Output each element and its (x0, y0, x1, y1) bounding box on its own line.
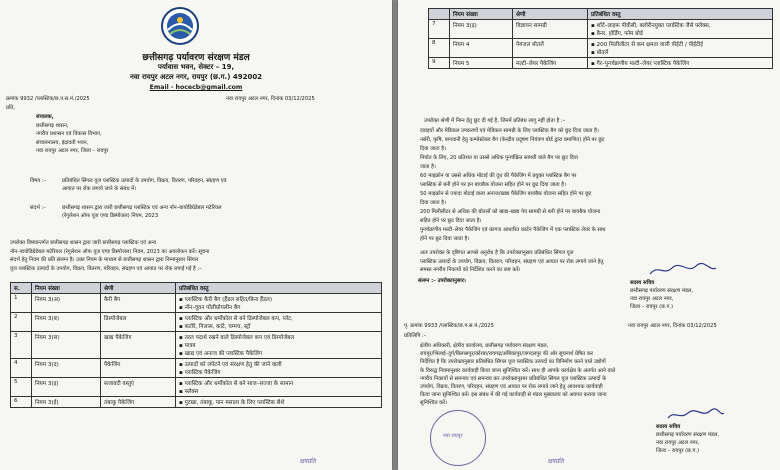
signature-icon (648, 262, 718, 278)
table-row (11, 378, 382, 397)
exemption-intro: उपरोक्त श्रेणी में निम्न हेतु छूट दी गई है, जिनमें प्रतिबंध लागू नहीं होता है :– (424, 118, 566, 124)
signer-line: जिला – रायपुर (छ.ग.) (630, 304, 674, 310)
row-number: 1 (11, 294, 32, 313)
category: पेयजल बोतलें (513, 39, 588, 58)
signer-line: सदस्य सचिव (630, 280, 655, 286)
table-row (11, 313, 382, 332)
banned-items (176, 378, 382, 397)
table-row (11, 294, 382, 313)
exemption-item: होने पर छूट दिया जाता है। (420, 236, 470, 242)
letter-number: क्रमांक 9932 /प्लास्टिक/छ.प.स.मं./2025 (6, 96, 90, 102)
row-number: 9 (429, 58, 450, 69)
banned-items (588, 39, 773, 58)
exemption-item: दिया जाता है। (420, 200, 446, 206)
rule-number: नियम 3(इ) (32, 378, 101, 397)
signer-line: जिला – रायपुर (छ.ग.) (656, 448, 700, 454)
banned-item: ▪ कटोरे, गिलास, कांटे, चम्मच, स्ट्रॉ (179, 322, 378, 330)
reference-label: संदर्भ :– (30, 205, 46, 211)
row-number: 5 (11, 378, 32, 397)
copy-letter-date: नवा रायपुर अटल नगर, दिनांक 03/12/2025 (628, 323, 717, 329)
signer-line: छत्तीसगढ़ पर्यावरण संरक्षण मंडल, (656, 432, 720, 438)
banned-item: ▪ गैर–पुनर्चक्रणीय मल्टी–लेयर प्लास्टिक पैकेजिंग (591, 59, 769, 67)
banned-item: ▪ उत्पादों को लपेटने एवं संरक्षण हेतु की जाने वाली (179, 360, 378, 368)
banned-item: ▪ बैनर, होर्डिंग, फोम बोर्ड (591, 29, 769, 37)
request-line: अतः उपरोक्त के दृष्टिगत आपसे अनुरोध है कि उपरोक्तानुसार प्रतिबंधित सिंगल यूज (420, 250, 574, 256)
banned-item: ▪ गुटखा, तंबाकू, पान मसाला के लिए प्लास्टिक सैशे (179, 398, 378, 406)
category: डिस्पोजेबल (101, 313, 176, 332)
exemption-item: प्लास्टिक से बनी होने पर इन बायबैक योजना सहित होने पर छूट दिया जाता है। (420, 182, 566, 188)
letter-date: नवा रायपुर अटल नगर, दिनांक 03/12/2025 (226, 96, 315, 102)
addressee-line: छत्तीसगढ़ शासन, (36, 122, 69, 129)
table-row (11, 359, 382, 378)
banned-item: ▪ प्लास्टिक और थर्मोकोल से बने डिस्पोजेबल कप, प्लेट, (179, 314, 378, 322)
banned-item: ▪ प्लास्टिक पैकेजिंग (179, 368, 378, 376)
rule-number: नियम 3(ड़) (450, 20, 513, 39)
reference-line: छत्तीसगढ़ शासन द्वारा जारी छत्तीसगढ़ प्लास्टिक एवं अन्य नॉन–बायोडिग्रेडेबल मटेरियल (62, 205, 222, 211)
copy-label: प्रतिलिपि :– (404, 333, 427, 339)
exemption-item: नर्सरी, कृषि, बागवानी हेतु कम्पोस्टेबल बैग (केन्द्रीय प्रदूषण नियंत्रण बोर्ड द्वारा प्रमाणित) होने पर छूट (420, 137, 605, 143)
body-line: यूज प्लास्टिक उत्पादों के उपयोग, विक्रय, वितरण, परिवहन, संग्रहण एवं आयात पर रोक लगाई गई है :– (10, 265, 202, 272)
table-row (429, 58, 773, 69)
copy-line: के विरुद्ध नियमानुसार कार्यवाही किया जाना सुनिश्चित करें। साथ ही आपके कार्यक्षेत्र के अंतर्गत आने वाले (420, 367, 616, 374)
addressee-line: संचालक, (36, 114, 54, 120)
subject-line: आयात पर रोक लगाये जाने के संबंध में। (62, 186, 137, 192)
exemption-item: दवाइयों और मेडिकल उपकरणों एवं मेडिकल सामग्री के लिए प्लास्टिक बैग को छूट दिया जाता है। (420, 128, 599, 134)
addressee-line: संचालनालय, इंद्रावती भवन, (36, 139, 89, 146)
org-name: छत्तीसगढ़ पर्यावरण संरक्षण मंडल (142, 53, 250, 63)
subject-line: प्रतिबंधित सिंगल यूज प्लास्टिक उत्पादों के उपयोग, विक्रय, वितरण, परिवहन, संग्रहण एवं (62, 178, 227, 184)
banned-item: ▪ प्लास्टिक कैरी बैग (हैंडल सहित/बिना हैंडल) (179, 295, 378, 303)
copy-letter-number: पृ. क्रमांक 9933 /प्लास्टिक/छ.प.स.मं./2025 (404, 323, 494, 329)
category: खाद्य पैकेजिंग (101, 332, 176, 359)
table-header-cell: प्रतिबंधित वस्तु (176, 283, 382, 294)
request-line: समस्त नगरीय निकायों को निर्देशित करने का कष्ट करें। (420, 267, 521, 273)
banned-item: ▪ फ्लेक्स (179, 387, 378, 395)
letter-page-2 (398, 0, 780, 470)
table-row (11, 397, 382, 408)
exemption-item: 50 माइक्रोन से ज्यादा मोटाई वाला अनाज/खाद्य पैकेजिंग बायबैक योजना सहित होने पर छूट (420, 191, 592, 197)
banned-item: ▪ प्लास्टिक और थर्मोकोल से बने साज–सज्जा के सामान (179, 379, 378, 387)
banned-item: ▪ पात्रय (179, 341, 378, 349)
exemption-item: 60 माइक्रोन या उससे अधिक मोटाई की दूध की पैकेजिंग में प्रयुक्त प्लास्टिक बैग पर (420, 173, 577, 179)
table-header-cell: प्रतिबंधित वस्तु (588, 9, 773, 20)
exemption-item: पुनर्चक्रणीय मल्टी–लेयर पैकेजिंग एवं कागज आधारित कार्टन पैकेजिंग में एक प्लास्टिक लेयर के साथ (420, 227, 606, 233)
exemption-item: निर्यात के लिए, 20 प्रतिशत या उससे अधिक पुनर्चक्रित सामग्री वाले बैग पर छूट दिया (420, 155, 579, 161)
addressee-line: नगरीय प्रशासन एवं विकास विभाग, (36, 131, 102, 137)
copy-line: नगरीय निकायों से समन्वय एवं समन्वय कर उपरोक्तानुसार प्रतिबंधित सिंगल यूज प्लास्टिक उत्पादों के (420, 375, 607, 382)
banned-items (588, 20, 773, 39)
rule-number: नियम 5 (450, 58, 513, 69)
copy-line: सुनिश्चित करें। (420, 400, 448, 407)
seal-text: नवा रायपुर (443, 433, 463, 439)
org-address-line2: नवा रायपुर अटल नगर, रायपुर (छ.ग.) 492002 (129, 73, 263, 81)
signer-line: सदस्य सचिव (656, 424, 681, 430)
copy-line: रायपुर/भिलाई–दुर्ग/बिलासपुर/कोरबा/रायगढ़/अंबिकापुर/जगदलपुर की ओर सूचनार्थ प्रेषित कर (420, 351, 593, 358)
exemption-item: जाता है। (420, 164, 436, 170)
table-header-cell: श्रेणी (513, 9, 588, 20)
table-header-cell: नियम संख्या (32, 283, 101, 294)
row-number: 6 (11, 397, 32, 408)
category: विज्ञापन सामग्री (513, 20, 588, 39)
org-email: Email - hocecb@gmail.com (149, 84, 243, 91)
table-row (429, 20, 773, 39)
category: सजावटी वस्तुएं (101, 378, 176, 397)
banned-items-table-continued (428, 8, 773, 69)
to-label: प्रति, (6, 105, 15, 111)
table-header-cell (429, 9, 450, 20)
copy-stamp-2: क्षयप्रति (548, 458, 565, 465)
org-address-line1: पर्यावास भवन, सेक्टर – 19, (157, 63, 235, 71)
body-line: संदर्भ हेतु नियम की प्रति संलग्न है। उक्त नियम के माध्यम से छत्तीसगढ़ शासन द्वारा निम्नानुसार सिंगल (10, 257, 199, 263)
body-line: उपरोक्त विषयान्तर्गत छत्तीसगढ़ शासन द्वारा जारी छत्तीसगढ़ प्लास्टिक एवं अन्य (10, 240, 157, 246)
exemption-item: सहित होने पर छूट दिया जाता है। (420, 218, 482, 224)
signer-line: नवा रायपुर अटल नगर, (630, 296, 674, 302)
rule-number: नियम 3(ई) (32, 397, 101, 408)
banned-items (176, 294, 382, 313)
subject-label: विषय :– (30, 178, 47, 184)
row-number: 7 (429, 20, 450, 39)
row-number: 4 (11, 359, 32, 378)
exemption-item: दिया जाता है। (420, 146, 446, 152)
addressee-line: नवा रायपुर अटल नगर, जिला – रायपुर (36, 148, 109, 154)
banned-item: ▪ शॉर्ट–लाइफ पीवीसी, क्लोरीनयुक्त प्लास्टिक जैसे फ्लेक्स, (591, 21, 769, 29)
category: कैरी बैग (101, 294, 176, 313)
table-header-cell: श्रेणी (101, 283, 176, 294)
banned-items-table (10, 282, 382, 408)
body-line: नॉन–बायोडिग्रेडेबल मटेरियल (रेगुलेशन ऑफ यूज एण्ड डिस्पोजल) नियम, 2023 का अवलोकन करें। सूचना (10, 248, 210, 255)
category: तंबाकू पैकेजिंग (101, 397, 176, 408)
row-number: 2 (11, 313, 32, 332)
rule-number: नियम 3(ब) (32, 313, 101, 332)
table-header-cell: स. (11, 283, 32, 294)
category: मल्टी–लेयर पैकेजिंग (513, 58, 588, 69)
rule-number: नियम 3(द) (32, 359, 101, 378)
banned-item: ▪ 200 मिलीलीटर से कम क्षमता वाली पीईटी / पीईटीई (591, 40, 769, 48)
office-seal-icon (430, 410, 486, 466)
row-number: 8 (429, 39, 450, 58)
banned-items (176, 313, 382, 332)
banned-item: ▪ बोतलें (591, 48, 769, 56)
banned-item: ▪ नॉन–वूवन पॉलीप्रोपलीन बैग (179, 303, 378, 311)
signer-line: छत्तीसगढ़ पर्यावरण संरक्षण मंडल, (630, 288, 694, 294)
copy-line: उपयोग, विक्रय, वितरण, परिवहन, संग्रहण एवं आयात पर रोक लगाये जाने हेतु आवश्यक कार्यवाही (420, 384, 603, 390)
copy-line: क्षेत्रीय अधिकारी, क्षेत्रीय कार्यालय, छत्तीसगढ़ पर्यावरण संरक्षण मंडल, (420, 343, 549, 349)
signer-line: नवा रायपुर अटल नगर, (656, 440, 700, 446)
banned-item: ▪ खाद्य एवं अनाज की प्लास्टिक पैकेजिंग (179, 349, 378, 357)
row-number: 3 (11, 332, 32, 359)
reference-line: (रेगुलेशन ऑफ यूज एण्ड डिस्पोजल) नियम, 2023 (62, 213, 159, 219)
board-logo-icon (160, 6, 200, 46)
request-line: प्लास्टिक उत्पादों के उपयोग, विक्रय, वितरण, परिवहन, संग्रहण एवं आयात पर रोक लगाये जाने हेतु (420, 258, 604, 265)
enclosure-note: संलग्न :– उपरोक्तानुसार। (418, 278, 466, 284)
copy-stamp: क्षयप्रति (300, 458, 317, 465)
table-row (11, 332, 382, 359)
signature-icon (666, 408, 726, 422)
banned-items (176, 332, 382, 359)
copy-line: किया जाना सुनिश्चित करें। इस संबंध में की गई कार्यवाही से मंडल मुख्यालय को अवगत कराया जाना (420, 392, 607, 399)
rule-number: नियम 3(स) (32, 332, 101, 359)
banned-item: ▪ तरल पदार्थ रखने वाले डिस्पोजेबल कप एवं डिस्पोजेबल (179, 333, 378, 341)
rule-number: नियम 4 (450, 39, 513, 58)
rule-number: नियम 3(अ) (32, 294, 101, 313)
category: पैकेजिंग (101, 359, 176, 378)
banned-items (588, 58, 773, 69)
banned-items (176, 359, 382, 378)
exemption-item: 200 मिलीलीटर से अधिक की बोतलों को खाद्य–खाद्य पेय सामग्री से बनी होने पर बायबैक योजना (420, 209, 601, 215)
copy-line: निर्देशित है कि उपरोक्तानुसार प्रतिबंधित सिंगल यूज प्लास्टिक उत्पादों का विनिर्माण करने वाले उद्योगों (420, 359, 606, 366)
table-row (429, 39, 773, 58)
table-header-cell: नियम संख्या (450, 9, 513, 20)
banned-items (176, 397, 382, 408)
